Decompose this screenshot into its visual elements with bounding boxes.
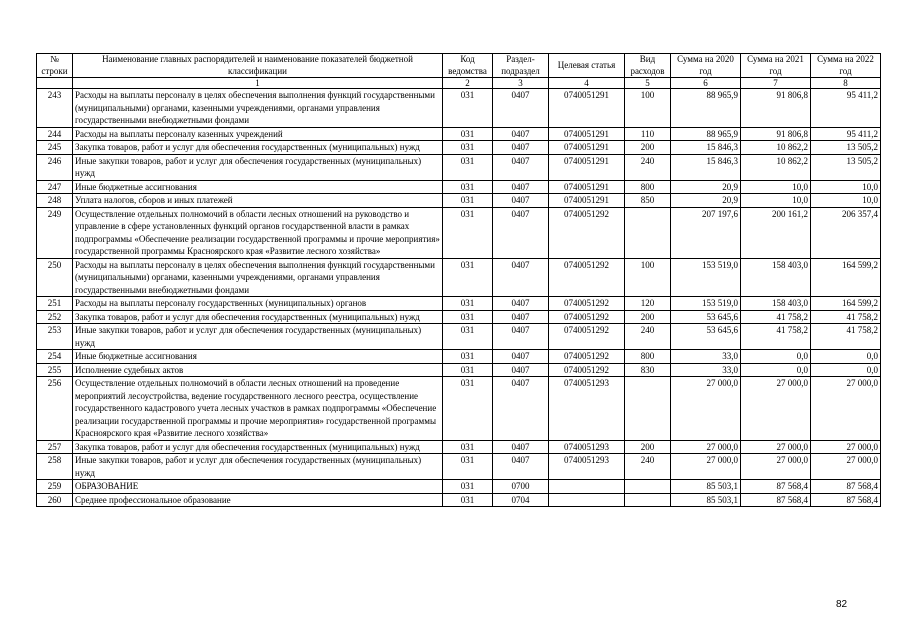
table-row (37, 363, 881, 377)
budget-table-sheet (36, 53, 880, 507)
cell-sum-2021: 0,0 (741, 350, 811, 364)
table-row (37, 480, 881, 494)
table-row (37, 180, 881, 194)
cell-row-number: 257 (37, 440, 73, 454)
cell-sum-2021: 10,0 (741, 194, 811, 208)
cell-expense-type: 100 (625, 258, 671, 297)
cell-sum-2022: 164 599,2 (811, 258, 881, 297)
cell-section-subsection: 0407 (493, 207, 549, 258)
column-number: 1 (73, 78, 443, 89)
cell-sum-2022: 27 000,0 (811, 440, 881, 454)
cell-expense-type: 110 (625, 127, 671, 141)
cell-name: Расходы на выплаты персоналу в целях обеспечения выполнения функций государственными (муниципальными) органами, казенными учреждениями, органами управления государственными внебюджетными фондами (73, 89, 443, 128)
cell-sum-2020: 15 846,3 (671, 154, 741, 180)
cell-expense-type: 100 (625, 89, 671, 128)
cell-name: Исполнение судебных актов (73, 363, 443, 377)
cell-row-number: 256 (37, 377, 73, 441)
cell-department-code: 031 (443, 324, 493, 350)
column-number (37, 78, 73, 89)
cell-department-code: 031 (443, 493, 493, 507)
budget-table (36, 53, 881, 507)
cell-department-code: 031 (443, 310, 493, 324)
header-expense-type: Вид расходов (625, 54, 671, 78)
cell-expense-type: 830 (625, 363, 671, 377)
cell-expense-type: 800 (625, 180, 671, 194)
table-row (37, 297, 881, 311)
cell-target-article: 0740051291 (549, 154, 625, 180)
cell-row-number: 259 (37, 480, 73, 494)
cell-target-article: 0740051292 (549, 297, 625, 311)
cell-section-subsection: 0407 (493, 363, 549, 377)
cell-name: Расходы на выплаты персоналу государственных (муниципальных) органов (73, 297, 443, 311)
cell-expense-type: 200 (625, 440, 671, 454)
cell-sum-2022: 41 758,2 (811, 324, 881, 350)
cell-sum-2020: 153 519,0 (671, 258, 741, 297)
cell-sum-2022: 87 568,4 (811, 493, 881, 507)
column-number: 3 (493, 78, 549, 89)
page-number: 82 (836, 599, 848, 610)
header-sum-2021: Сумма на 2021 год (741, 54, 811, 78)
cell-row-number: 258 (37, 454, 73, 480)
cell-sum-2020: 53 645,6 (671, 324, 741, 350)
cell-sum-2021: 27 000,0 (741, 377, 811, 441)
cell-sum-2020: 20,9 (671, 194, 741, 208)
cell-department-code: 031 (443, 454, 493, 480)
cell-sum-2022: 10,0 (811, 194, 881, 208)
cell-sum-2021: 41 758,2 (741, 310, 811, 324)
cell-sum-2021: 10 862,2 (741, 141, 811, 155)
cell-name: Закупка товаров, работ и услуг для обеспечения государственных (муниципальных) нужд (73, 310, 443, 324)
cell-department-code: 031 (443, 141, 493, 155)
table-row (37, 141, 881, 155)
table-row (37, 493, 881, 507)
cell-name: Иные закупки товаров, работ и услуг для обеспечения государственных (муниципальных) нужд (73, 454, 443, 480)
table-row (37, 154, 881, 180)
cell-sum-2020: 88 965,9 (671, 89, 741, 128)
cell-target-article: 0740051293 (549, 454, 625, 480)
cell-name: Расходы на выплаты персоналу казенных учреждений (73, 127, 443, 141)
cell-name: Иные бюджетные ассигнования (73, 180, 443, 194)
cell-target-article: 0740051292 (549, 324, 625, 350)
cell-target-article: 0740051291 (549, 141, 625, 155)
cell-row-number: 245 (37, 141, 73, 155)
cell-section-subsection: 0407 (493, 440, 549, 454)
cell-section-subsection: 0407 (493, 310, 549, 324)
cell-sum-2020: 85 503,1 (671, 493, 741, 507)
table-row (37, 377, 881, 441)
cell-sum-2021: 0,0 (741, 363, 811, 377)
cell-department-code: 031 (443, 154, 493, 180)
cell-name: Среднее профессиональное образование (73, 493, 443, 507)
cell-target-article: 0740051293 (549, 440, 625, 454)
column-number: 8 (811, 78, 881, 89)
column-number: 7 (741, 78, 811, 89)
table-row (37, 310, 881, 324)
cell-department-code: 031 (443, 297, 493, 311)
cell-expense-type: 850 (625, 194, 671, 208)
cell-row-number: 254 (37, 350, 73, 364)
cell-sum-2020: 15 846,3 (671, 141, 741, 155)
header-row (37, 54, 881, 78)
cell-section-subsection: 0700 (493, 480, 549, 494)
cell-sum-2020: 153 519,0 (671, 297, 741, 311)
cell-row-number: 255 (37, 363, 73, 377)
cell-expense-type: 800 (625, 350, 671, 364)
cell-section-subsection: 0407 (493, 89, 549, 128)
cell-sum-2020: 33,0 (671, 350, 741, 364)
cell-target-article: 0740051292 (549, 207, 625, 258)
cell-sum-2020: 27 000,0 (671, 454, 741, 480)
table-row (37, 194, 881, 208)
cell-name: ОБРАЗОВАНИЕ (73, 480, 443, 494)
cell-target-article: 0740051293 (549, 377, 625, 441)
cell-row-number: 252 (37, 310, 73, 324)
cell-section-subsection: 0407 (493, 350, 549, 364)
header-department-code: Код ведомства (443, 54, 493, 78)
cell-department-code: 031 (443, 480, 493, 494)
cell-sum-2020: 85 503,1 (671, 480, 741, 494)
table-row (37, 440, 881, 454)
cell-section-subsection: 0407 (493, 194, 549, 208)
cell-target-article: 0740051292 (549, 363, 625, 377)
cell-section-subsection: 0407 (493, 454, 549, 480)
cell-expense-type: 240 (625, 324, 671, 350)
cell-name: Закупка товаров, работ и услуг для обеспечения государственных (муниципальных) нужд (73, 141, 443, 155)
cell-target-article: 0740051292 (549, 310, 625, 324)
header-name: Наименование главных распорядителей и наименование показателей бюджетной классификации (73, 54, 443, 78)
cell-expense-type: 240 (625, 154, 671, 180)
cell-name: Иные закупки товаров, работ и услуг для обеспечения государственных (муниципальных) нужд (73, 324, 443, 350)
cell-sum-2021: 91 806,8 (741, 89, 811, 128)
column-number: 6 (671, 78, 741, 89)
header-row-number: № строки (37, 54, 73, 78)
cell-row-number: 244 (37, 127, 73, 141)
cell-department-code: 031 (443, 350, 493, 364)
cell-row-number: 248 (37, 194, 73, 208)
cell-department-code: 031 (443, 207, 493, 258)
cell-name: Закупка товаров, работ и услуг для обеспечения государственных (муниципальных) нужд (73, 440, 443, 454)
cell-sum-2022: 95 411,2 (811, 89, 881, 128)
cell-department-code: 031 (443, 440, 493, 454)
cell-sum-2020: 88 965,9 (671, 127, 741, 141)
cell-target-article (549, 480, 625, 494)
table-row (37, 454, 881, 480)
table-row (37, 324, 881, 350)
cell-department-code: 031 (443, 89, 493, 128)
table-row (37, 207, 881, 258)
cell-department-code: 031 (443, 258, 493, 297)
cell-sum-2021: 91 806,8 (741, 127, 811, 141)
cell-sum-2022: 13 505,2 (811, 141, 881, 155)
cell-sum-2022: 27 000,0 (811, 454, 881, 480)
cell-sum-2020: 53 645,6 (671, 310, 741, 324)
cell-section-subsection: 0407 (493, 127, 549, 141)
header-sum-2022: Сумма на 2022 год (811, 54, 881, 78)
cell-expense-type: 200 (625, 141, 671, 155)
column-number: 4 (549, 78, 625, 89)
cell-sum-2020: 20,9 (671, 180, 741, 194)
cell-target-article: 0740051292 (549, 350, 625, 364)
table-row (37, 127, 881, 141)
cell-sum-2022: 13 505,2 (811, 154, 881, 180)
cell-sum-2022: 206 357,4 (811, 207, 881, 258)
cell-sum-2020: 33,0 (671, 363, 741, 377)
cell-row-number: 250 (37, 258, 73, 297)
cell-row-number: 253 (37, 324, 73, 350)
cell-department-code: 031 (443, 127, 493, 141)
cell-target-article: 0740051291 (549, 127, 625, 141)
cell-sum-2021: 87 568,4 (741, 493, 811, 507)
cell-sum-2021: 10 862,2 (741, 154, 811, 180)
cell-expense-type: 240 (625, 454, 671, 480)
cell-target-article (549, 493, 625, 507)
cell-name: Иные закупки товаров, работ и услуг для обеспечения государственных (муниципальных) нужд (73, 154, 443, 180)
cell-department-code: 031 (443, 180, 493, 194)
cell-sum-2022: 0,0 (811, 350, 881, 364)
cell-name: Иные бюджетные ассигнования (73, 350, 443, 364)
cell-section-subsection: 0407 (493, 377, 549, 441)
cell-sum-2020: 27 000,0 (671, 377, 741, 441)
cell-sum-2020: 207 197,6 (671, 207, 741, 258)
cell-sum-2022: 0,0 (811, 363, 881, 377)
cell-department-code: 031 (443, 377, 493, 441)
column-number-row (37, 78, 881, 89)
cell-row-number: 249 (37, 207, 73, 258)
cell-expense-type: 200 (625, 310, 671, 324)
header-target-article: Целевая статья (549, 54, 625, 78)
cell-expense-type: 120 (625, 297, 671, 311)
cell-section-subsection: 0407 (493, 258, 549, 297)
cell-sum-2021: 10,0 (741, 180, 811, 194)
cell-sum-2021: 41 758,2 (741, 324, 811, 350)
cell-department-code: 031 (443, 194, 493, 208)
cell-sum-2021: 27 000,0 (741, 454, 811, 480)
cell-row-number: 251 (37, 297, 73, 311)
column-number: 5 (625, 78, 671, 89)
cell-section-subsection: 0407 (493, 141, 549, 155)
cell-target-article: 0740051292 (549, 258, 625, 297)
cell-expense-type (625, 493, 671, 507)
header-section-subsection: Раздел-подраздел (493, 54, 549, 78)
cell-sum-2021: 27 000,0 (741, 440, 811, 454)
cell-target-article: 0740051291 (549, 194, 625, 208)
cell-section-subsection: 0704 (493, 493, 549, 507)
cell-name: Осуществление отдельных полномочий в области лесных отношений на проведение мероприятий лесоустройства, ведение государственного лесного реестра, осуществление государственного кадастрового учета лесных участков в рамках подпрограммы «Обеспечение реализации государственной программы и прочие мероприятия» государственной программы Красноярского края «Развитие лесного хозяйства» (73, 377, 443, 441)
cell-row-number: 247 (37, 180, 73, 194)
table-row (37, 89, 881, 128)
cell-section-subsection: 0407 (493, 180, 549, 194)
table-body (37, 89, 881, 507)
cell-expense-type (625, 207, 671, 258)
table-row (37, 258, 881, 297)
cell-sum-2022: 41 758,2 (811, 310, 881, 324)
cell-name: Расходы на выплаты персоналу в целях обеспечения выполнения функций государственными (муниципальными) органами, казенными учреждениями, органами управления государственными внебюджетными фондами (73, 258, 443, 297)
cell-section-subsection: 0407 (493, 324, 549, 350)
cell-sum-2020: 27 000,0 (671, 440, 741, 454)
cell-sum-2021: 158 403,0 (741, 258, 811, 297)
cell-sum-2021: 158 403,0 (741, 297, 811, 311)
cell-sum-2022: 10,0 (811, 180, 881, 194)
cell-name: Уплата налогов, сборов и иных платежей (73, 194, 443, 208)
cell-department-code: 031 (443, 363, 493, 377)
cell-sum-2022: 164 599,2 (811, 297, 881, 311)
cell-section-subsection: 0407 (493, 297, 549, 311)
table-row (37, 350, 881, 364)
cell-sum-2022: 87 568,4 (811, 480, 881, 494)
cell-expense-type (625, 480, 671, 494)
cell-row-number: 260 (37, 493, 73, 507)
cell-row-number: 243 (37, 89, 73, 128)
column-number: 2 (443, 78, 493, 89)
cell-target-article: 0740051291 (549, 180, 625, 194)
cell-sum-2022: 95 411,2 (811, 127, 881, 141)
cell-section-subsection: 0407 (493, 154, 549, 180)
cell-sum-2021: 87 568,4 (741, 480, 811, 494)
cell-name: Осуществление отдельных полномочий в области лесных отношений на руководство и управление в сфере установленных функций органов государственной власти в рамках подпрограммы «Обеспечение реализации государственной программы и прочие мероприятия» государственной программы Красноярского края «Развитие лесного хозяйства» (73, 207, 443, 258)
cell-sum-2022: 27 000,0 (811, 377, 881, 441)
cell-row-number: 246 (37, 154, 73, 180)
cell-expense-type (625, 377, 671, 441)
cell-sum-2021: 200 161,2 (741, 207, 811, 258)
cell-target-article: 0740051291 (549, 89, 625, 128)
header-sum-2020: Сумма на 2020 год (671, 54, 741, 78)
